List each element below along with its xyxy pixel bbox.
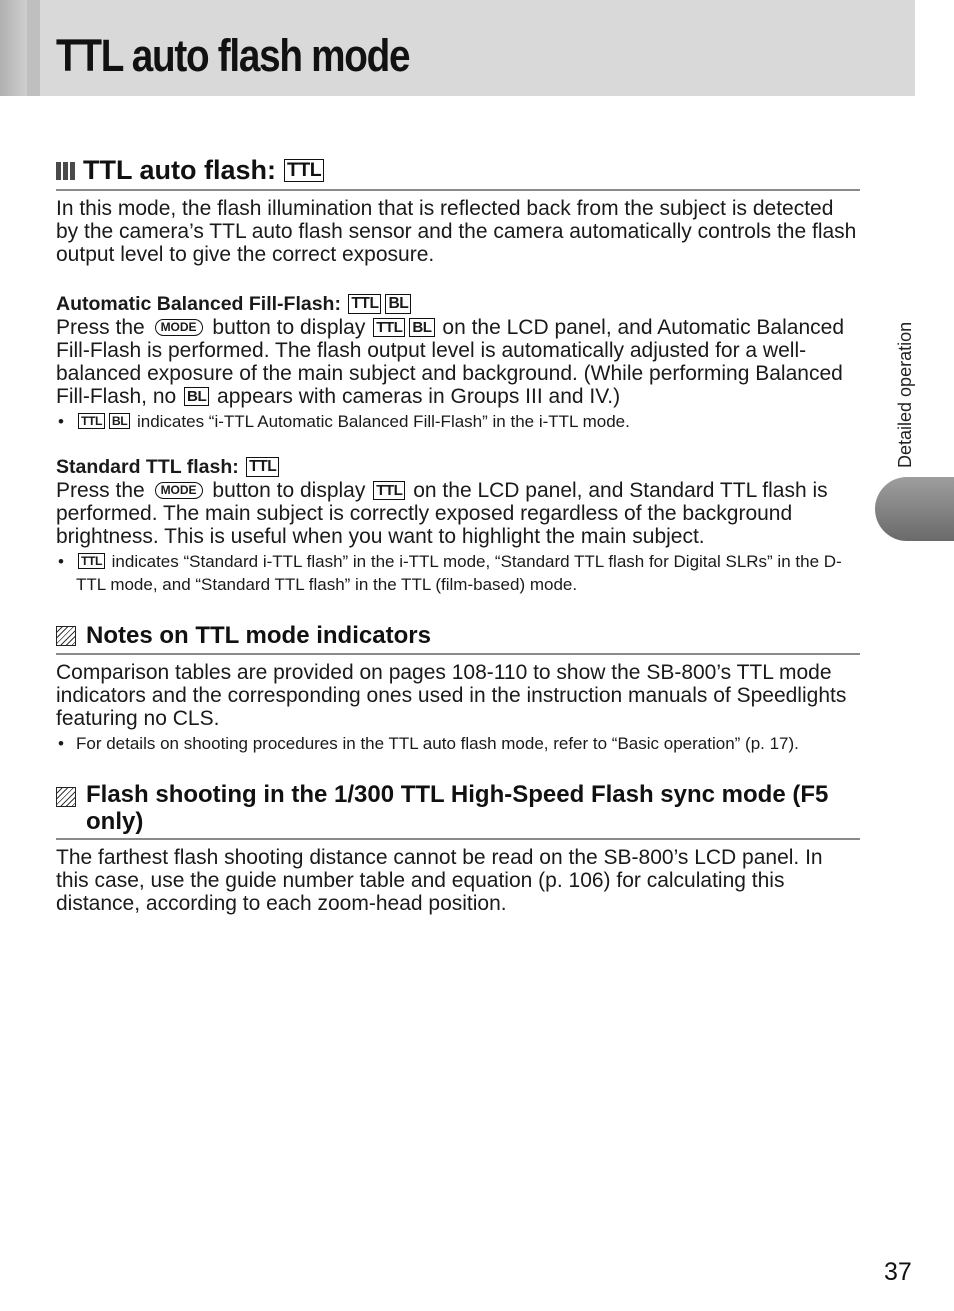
text-press-the: Press the xyxy=(56,316,145,339)
ttl-indicator-icon: TTL xyxy=(348,294,381,314)
high-speed-sync-heading-text: Flash shooting in the 1/300 TTL High-Speed Flash sync mode (F5 only) xyxy=(86,781,829,835)
standard-ttl-heading xyxy=(56,455,860,479)
side-thumb-tab xyxy=(875,477,954,541)
bl-indicator-icon: BL xyxy=(184,387,209,406)
bl-indicator-icon: BL xyxy=(409,318,434,337)
intro-paragraph: In this mode, the flash illumination that is reflected back from the subject is detected by the camera’s TTL auto flash sensor and the camera automatically controls the flash output level to give the correct exposure. xyxy=(56,197,857,266)
section-heading-ttl-auto-flash xyxy=(56,155,860,191)
page-number: 37 xyxy=(884,1258,912,1286)
header-accent-strip xyxy=(0,0,27,96)
standard-ttl-paragraph xyxy=(56,479,860,548)
bl-indicator-icon: BL xyxy=(385,294,411,314)
abff-bullet xyxy=(56,410,860,433)
ttl-indicator-icon: TTL xyxy=(373,481,405,500)
page-content xyxy=(56,155,860,915)
standard-ttl-text: on the LCD panel, and Standard TTL flash is performed. The main subject is correctly exposed regardless of the background brightness. This is useful when you want to highlight the main subject. xyxy=(56,479,828,548)
standard-ttl-bullet-text: indicates “Standard i-TTL flash” in the i-TTL mode, “Standard TTL flash for Digital SLRs” in the D-TTL mode, and “Standard TTL flash” in the TTL (film-based) mode. xyxy=(76,552,842,594)
section-heading-high-speed-sync xyxy=(56,781,860,840)
abff-text: on the LCD panel, and Automatic Balanced Fill-Flash is performed. The flash output level is automatically adjusted for a well-balanced exposure of the main subject and background. (While performing Balanced Fill-Flash, no xyxy=(56,316,844,408)
abff-text-tail: appears with cameras in Groups III and IV.) xyxy=(217,385,621,408)
ttl-indicator-icon: TTL xyxy=(373,318,405,337)
ttl-indicator-icon: TTL xyxy=(78,553,105,569)
text-press-the: Press the xyxy=(56,479,145,502)
section-bars-icon xyxy=(56,162,75,180)
note-pencil-icon xyxy=(56,787,76,807)
abff-paragraph xyxy=(56,316,860,408)
header-accent-strip-inner xyxy=(27,0,40,96)
abff-heading-text: Automatic Balanced Fill-Flash: xyxy=(56,293,341,315)
notes-paragraph: Comparison tables are provided on pages 108-110 to show the SB-800’s TTL mode indicators and the corresponding ones used in the instruction manuals of Speedlights featuring no CLS. xyxy=(56,661,847,730)
note-pencil-icon xyxy=(56,626,76,646)
ttl-indicator-icon: TTL xyxy=(78,413,105,429)
mode-button-icon: MODE xyxy=(155,482,203,499)
standard-ttl-bullet xyxy=(56,550,860,596)
side-section-label: Detailed operation xyxy=(895,321,915,468)
section-heading-notes xyxy=(56,622,860,655)
high-speed-sync-paragraph: The farthest flash shooting distance cannot be read on the SB-800’s LCD panel. In this case, use the guide number table and equation (p. 106) for calculating this distance, according to each zoom-head position. xyxy=(56,846,823,915)
page-title: TTL auto flash mode xyxy=(56,30,410,81)
ttl-indicator-icon: TTL xyxy=(246,457,279,477)
text-button-to-display: button to display xyxy=(212,479,366,502)
abff-bullet-text: indicates “i-TTL Automatic Balanced Fill-Flash” in the i-TTL mode. xyxy=(136,412,630,431)
ttl-indicator-icon: TTL xyxy=(284,159,324,182)
standard-ttl-heading-text: Standard TTL flash: xyxy=(56,456,239,478)
abff-heading xyxy=(56,292,860,316)
notes-bullet: • For details on shooting procedures in the TTL auto flash mode, refer to “Basic operation” (p. 17). xyxy=(56,732,860,755)
section-heading-text: TTL auto flash: xyxy=(83,155,276,185)
bl-indicator-icon: BL xyxy=(109,413,130,429)
text-button-to-display: button to display xyxy=(212,316,366,339)
mode-button-icon: MODE xyxy=(155,319,203,336)
notes-heading-text: Notes on TTL mode indicators xyxy=(86,622,431,649)
